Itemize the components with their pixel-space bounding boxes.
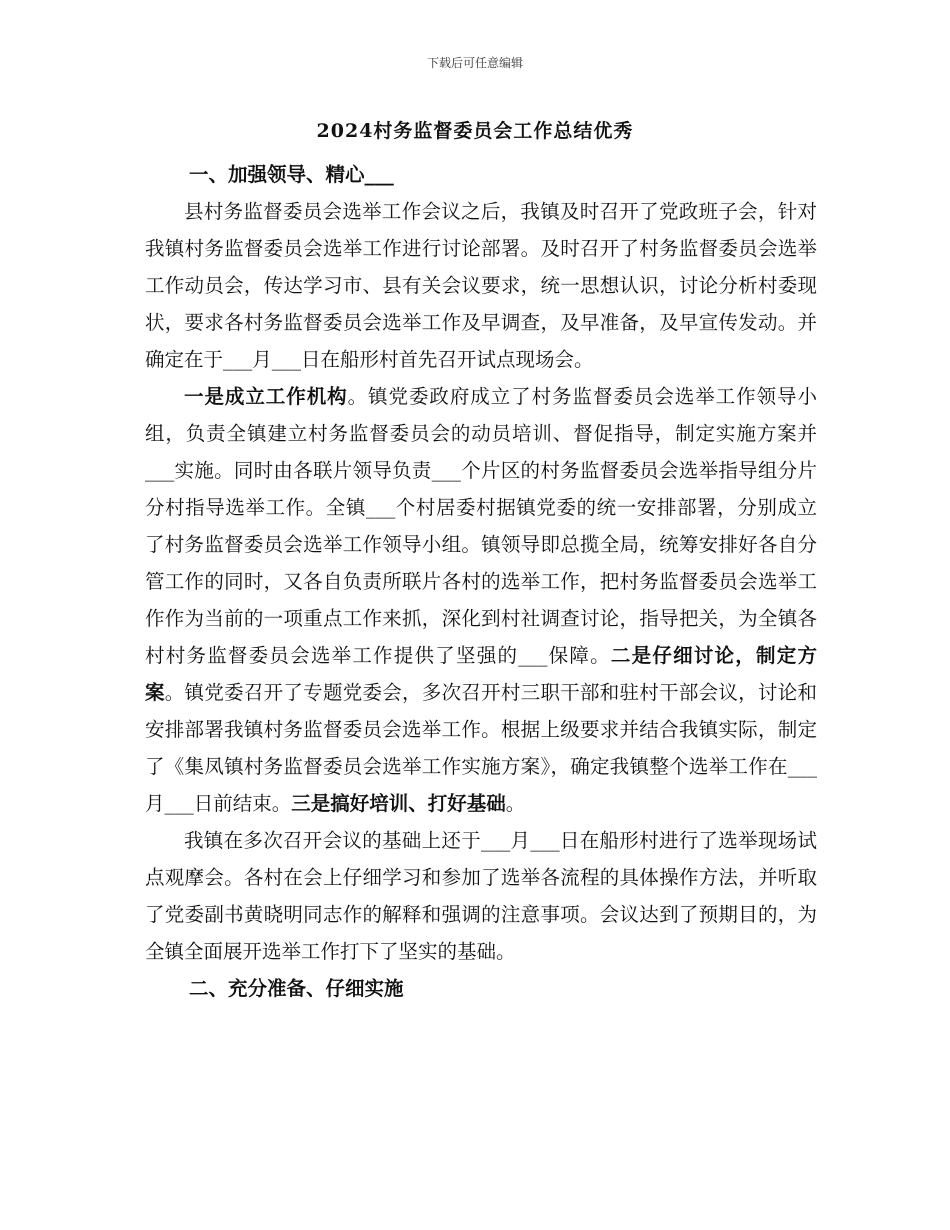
document-body bbox=[145, 156, 817, 1007]
paragraph-2-text-2: 。镇党委召开了专题党委会，多次召开村三职干部和驻村干部会议，讨论和安排部署我镇村务监督委员会选举工作。根据上级要求并结合我镇实际，制定了《集凤镇村务监督委员会选举工作实施方案》，确定我镇整个选举工作在___月___日前结束。 bbox=[145, 681, 817, 815]
section-heading-2: 二、充分准备、仔细实施 bbox=[189, 977, 404, 1000]
paragraph-2-bold-2: 二是仔细讨论，制定方案 bbox=[145, 644, 817, 704]
paragraph-2-bold-1: 一是成立工作机构 bbox=[184, 385, 348, 408]
paragraph-3: 我镇在多次召开会议的基础上还于___月___日在船形村进行了选举现场试点观摩会。各村在会上仔细学习和参加了选举各流程的具体操作方法，并听取了党委副书黄晓明同志作的解释和强调的注意事项。会议达到了预期目的，为全镇全面展开选举工作打下了坚实的基础。 bbox=[145, 829, 817, 963]
document-title: 2024村务监督委员会工作总结优秀 bbox=[316, 120, 634, 142]
section-heading-1: 一、加强领导、精心___ bbox=[189, 163, 394, 186]
header-note: 下载后可任意编辑 bbox=[426, 56, 523, 70]
paragraph-2-text-1: 。镇党委政府成立了村务监督委员会选举工作领导小组，负责全镇建立村务监督委员会的动员培训、督促指导，制定实施方案并___实施。同时由各联片领导负责___个片区的村务监督委员会选举指导组分片分村指导选举工作。全镇___个村居委村据镇党委的统一安排部署，分别成立了村务监督委员会选举工作领导小组。镇领导即总揽全局，统筹安排好各自分管工作的同时，又各自负责所联片各村的选举工作，把村务监督委员会选举工作作为当前的一项重点工作来抓，深化到村社调查讨论，指导把关，为全镇各村村务监督委员会选举工作提供了坚强的___保障。 bbox=[145, 385, 817, 667]
paragraph-2-text-3: 。 bbox=[505, 792, 526, 815]
paragraph-1: 县村务监督委员会选举工作会议之后，我镇及时召开了党政班子会，针对我镇村务监督委员会选举工作进行讨论部署。及时召开了村务监督委员会选举工作动员会，传达学习市、县有关会议要求，统一思想认识，讨论分析村委现状，要求各村务监督委员会选举工作及早调查，及早准备，及早宣传发动。并确定在于___月___日在船形村首先召开试点现场会。 bbox=[145, 200, 817, 371]
paragraph-2 bbox=[145, 378, 817, 822]
paragraph-2-bold-3: 三是搞好培训、打好基础 bbox=[291, 792, 506, 815]
